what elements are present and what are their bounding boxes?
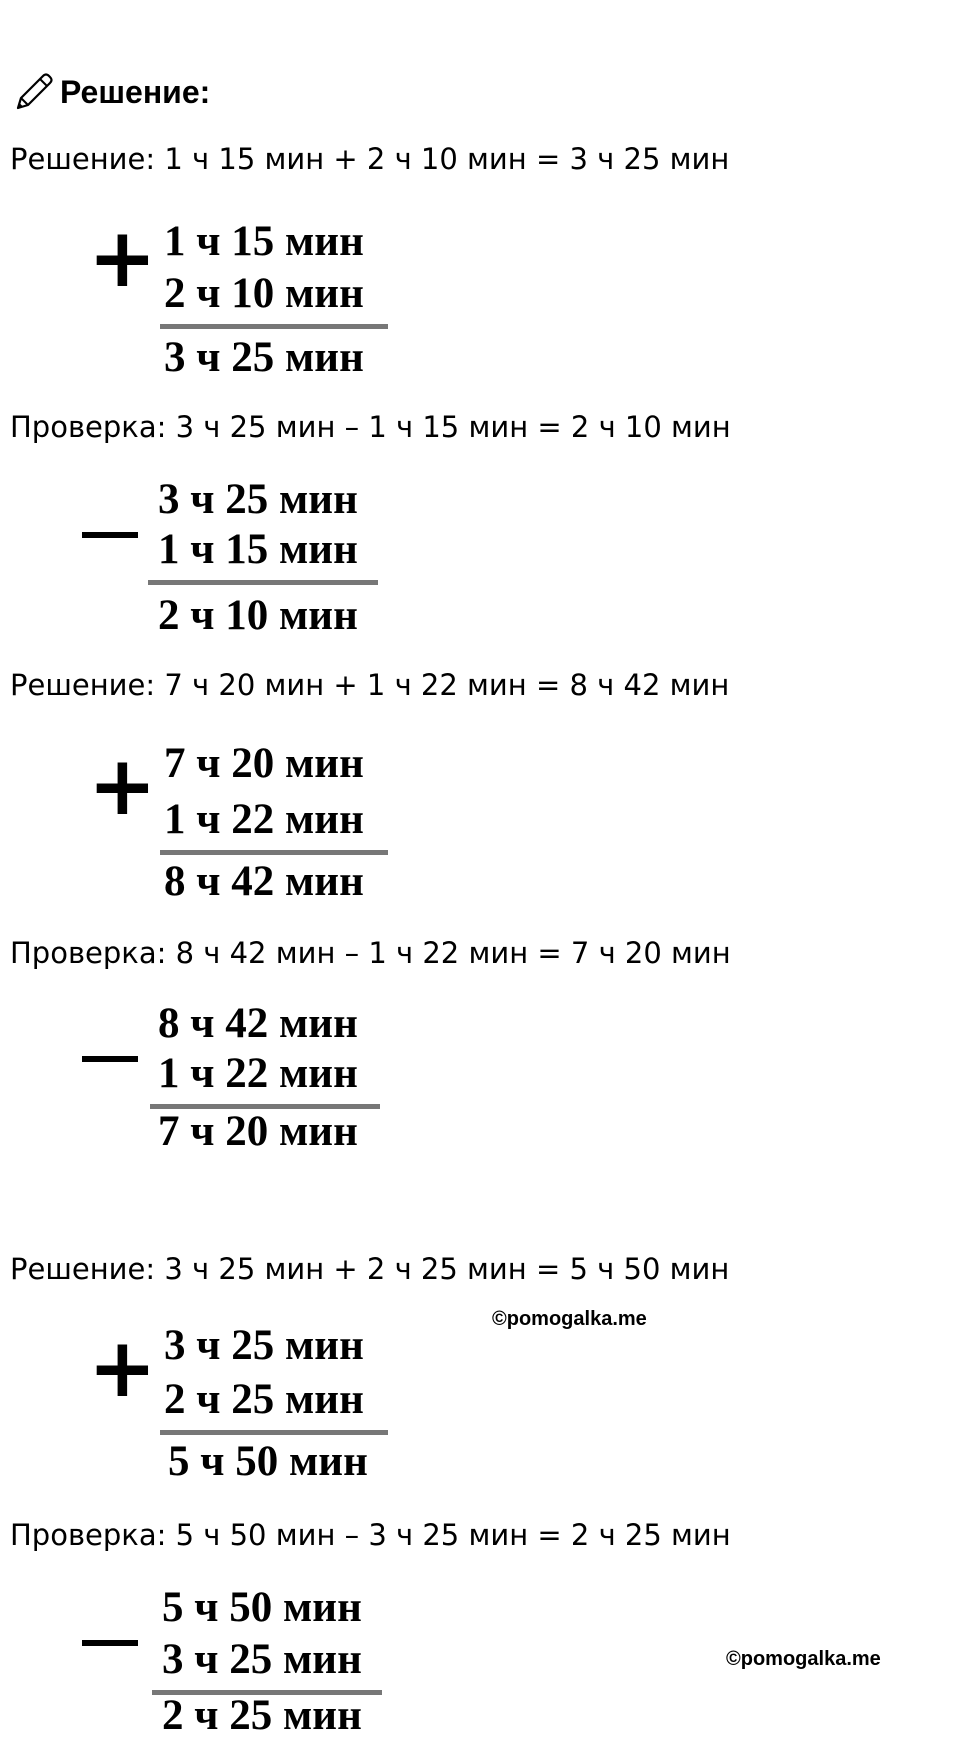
equation-line: Проверка: 3 ч 25 мин – 1 ч 15 мин = 2 ч 10 мин [10,410,731,444]
result: 2 ч 25 мин [162,1692,362,1739]
result: 3 ч 25 мин [164,334,364,381]
pencil-icon [12,70,56,114]
column-calculation [82,1584,412,1754]
watermark: ©pomogalka.me [726,1648,881,1670]
equation-line: Решение: 1 ч 15 мин + 2 ч 10 мин = 3 ч 25 мин [10,142,730,176]
operand-bottom: 3 ч 25 мин [162,1636,362,1683]
result: 5 ч 50 мин [168,1438,368,1485]
result: 7 ч 20 мин [158,1108,358,1155]
result: 2 ч 10 мин [158,592,358,639]
solution-heading [12,70,210,114]
column-calculation [88,1322,418,1492]
column-calculation [88,740,418,910]
equation-line: Проверка: 8 ч 42 мин – 1 ч 22 мин = 7 ч 20 мин [10,936,731,970]
equation-line: Решение: 7 ч 20 мин + 1 ч 22 мин = 8 ч 42 мин [10,668,730,702]
minus-sign [82,1056,138,1062]
plus-sign: + [88,739,157,834]
result: 8 ч 42 мин [164,858,364,905]
operand-bottom: 2 ч 10 мин [164,270,364,317]
operand-top: 3 ч 25 мин [158,476,358,523]
operand-bottom: 2 ч 25 мин [164,1376,364,1423]
operand-top: 1 ч 15 мин [164,218,364,265]
sum-bar [160,1430,388,1435]
column-calculation [82,1000,412,1170]
watermark: ©pomogalka.me [492,1308,647,1330]
operand-bottom: 1 ч 22 мин [164,796,364,843]
minus-sign [82,532,138,538]
operand-top: 8 ч 42 мин [158,1000,358,1047]
sum-bar [160,850,388,855]
equation-line: Решение: 3 ч 25 мин + 2 ч 25 мин = 5 ч 50 мин [10,1252,730,1286]
heading-text: Решение: [60,73,211,110]
equation-line: Проверка: 5 ч 50 мин – 3 ч 25 мин = 2 ч 25 мин [10,1518,731,1552]
operand-top: 3 ч 25 мин [164,1322,364,1369]
operand-top: 5 ч 50 мин [162,1584,362,1631]
column-calculation [82,476,412,646]
operand-top: 7 ч 20 мин [164,740,364,787]
column-calculation [88,212,418,382]
operand-bottom: 1 ч 22 мин [158,1050,358,1097]
operand-bottom: 1 ч 15 мин [158,526,358,573]
minus-sign [82,1640,138,1646]
plus-sign: + [88,211,157,306]
plus-sign: + [88,1321,157,1416]
difference-bar [148,580,378,585]
sum-bar [160,324,388,329]
